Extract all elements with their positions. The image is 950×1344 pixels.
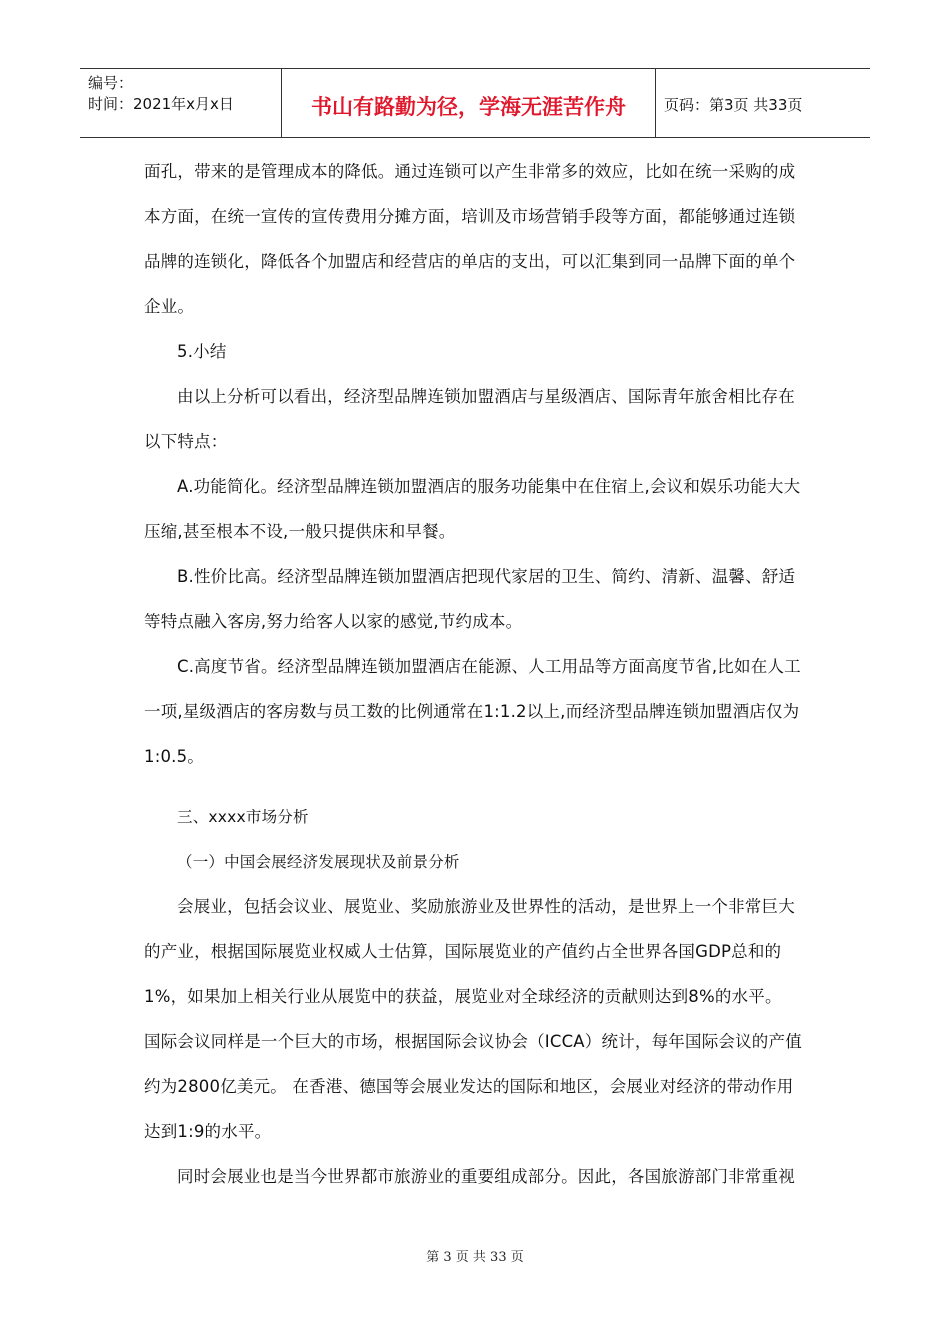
header-page-info: 页码：第3页 共33页: [664, 95, 803, 114]
text-line: C.高度节省。经济型品牌连锁加盟酒店在能源、人工用品等方面高度节省,比如在人工: [177, 657, 801, 676]
section-heading: 三、xxxx市场分析: [177, 808, 309, 826]
text-line: 等特点融入客房,努力给客人以家的感觉,节约成本。: [144, 612, 523, 631]
text-line: 压缩,甚至根本不设,一般只提供床和早餐。: [144, 522, 456, 541]
document-time-label: 时间：2021年x月x日: [88, 95, 234, 113]
text-line: 本方面，在统一宣传的宣传费用分摊方面，培训及市场营销手段等方面，都能够通过连锁: [144, 207, 796, 226]
text-line: 一项,星级酒店的客房数与员工数的比例通常在1:1.2以上,而经济型品牌连锁加盟酒店仅为: [144, 702, 800, 721]
subsection-heading: （一）中国会展经济发展现状及前景分析: [177, 853, 460, 871]
text-line: 以下特点：: [144, 432, 228, 451]
text-line: B.性价比高。经济型品牌连锁加盟酒店把现代家居的卫生、简约、清新、温馨、舒适: [177, 567, 796, 586]
document-number-label: 编号：: [88, 74, 134, 92]
header-meta: [80, 69, 282, 137]
text-line: 会展业，包括会议业、展览业、奖励旅游业及世界性的活动，是世界上一个非常巨大: [177, 897, 795, 916]
text-line: 1%，如果加上相关行业从展览中的获益，展览业对全球经济的贡献则达到8%的水平。: [144, 987, 782, 1006]
text-line: 面孔，带来的是管理成本的降低。通过连锁可以产生非常多的效应，比如在统一采购的成: [144, 162, 796, 181]
text-line: 达到1:9的水平。: [144, 1122, 272, 1141]
text-line: 品牌的连锁化，降低各个加盟店和经营店的单店的支出，可以汇集到同一品牌下面的单个: [144, 252, 796, 271]
text-line: 企业。: [144, 297, 195, 316]
section-heading: 5.小结: [177, 342, 227, 361]
text-line: 国际会议同样是一个巨大的市场，根据国际会议协会（ICCA）统计，每年国际会议的产值: [144, 1032, 802, 1051]
header-motto: 书山有路勤为径，学海无涯苦作舟: [282, 69, 656, 137]
text-line: 约为2800亿美元。 在香港、德国等会展业发达的国际和地区，会展业对经济的带动作用: [144, 1077, 794, 1096]
text-line: 1:0.5。: [144, 747, 204, 766]
text-line: 的产业，根据国际展览业权威人士估算，国际展览业的产值约占全世界各国GDP总和的: [144, 942, 782, 961]
text-line: A.功能简化。经济型品牌连锁加盟酒店的服务功能集中在住宿上,会议和娱乐功能大大: [177, 477, 801, 496]
page-footer: 第 3 页 共 33 页: [426, 1250, 524, 1265]
document-header: [80, 68, 870, 138]
text-line: 由以上分析可以看出，经济型品牌连锁加盟酒店与星级酒店、国际青年旅舍相比存在: [177, 387, 795, 406]
text-line: 同时会展业也是当今世界都市旅游业的重要组成部分。因此，各国旅游部门非常重视: [177, 1167, 795, 1186]
